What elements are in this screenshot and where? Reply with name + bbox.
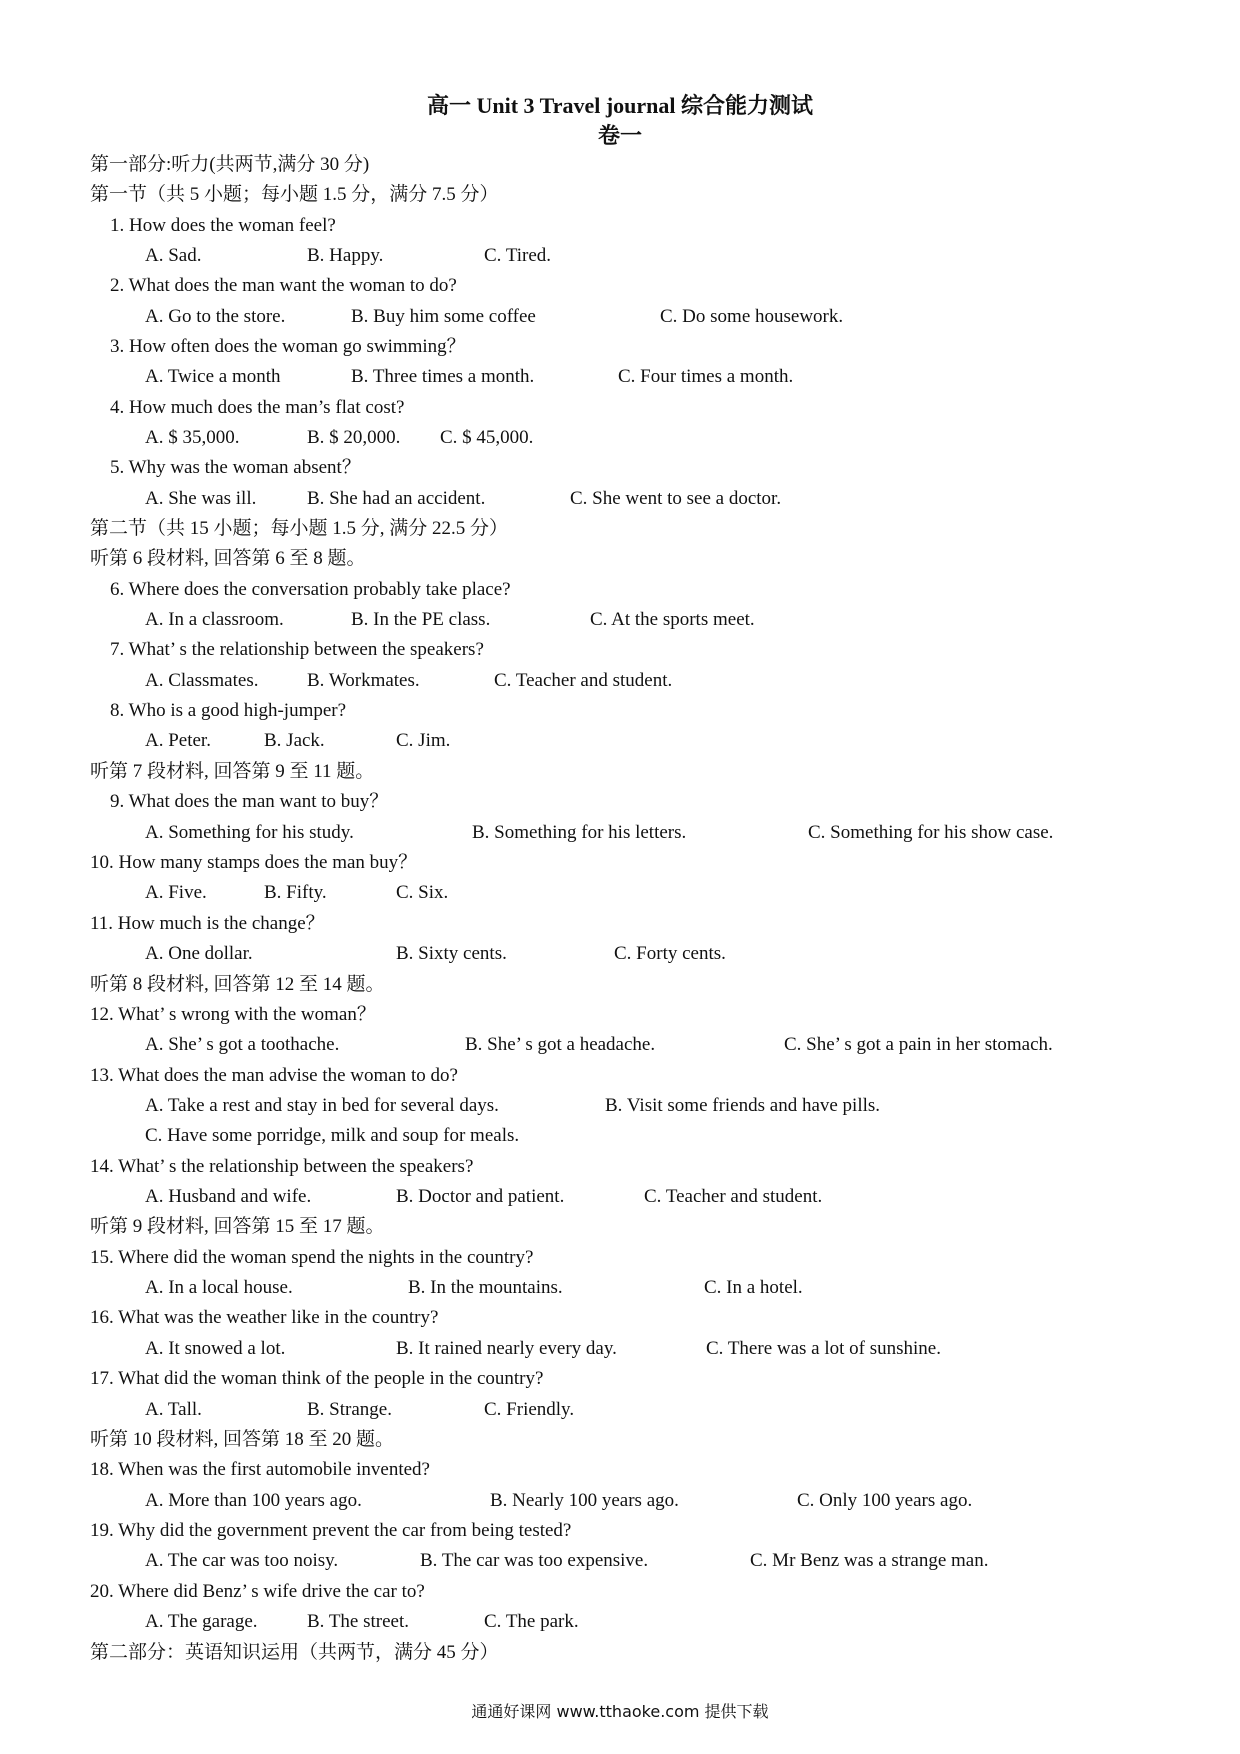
option-16a: A. It snowed a lot. [145,1338,286,1359]
question-15: 15. Where did the woman spend the nights in the country? [90,1247,534,1268]
question-20: 20. Where did Benz’ s wife drive the car to? [90,1581,425,1602]
option-9c: C. Something for his show case. [808,822,1054,843]
option-7b: B. Workmates. [307,670,420,691]
option-20a: A. The garage. [145,1611,258,1632]
question-17: 17. What did the woman think of the people in the country? [90,1368,544,1389]
option-10b: B. Fifty. [264,882,327,903]
question-16: 16. What was the weather like in the country? [90,1307,439,1328]
question-5: 5. Why was the woman absent？ [110,457,361,478]
question-3: 3. How often does the woman go swimming？ [110,336,466,357]
option-3c: C. Four times a month. [618,366,794,387]
option-2a: A. Go to the store. [145,306,286,327]
option-16b: B. It rained nearly every day. [396,1338,617,1359]
option-8a: A. Peter. [145,730,211,751]
question-14: 14. What’ s the relationship between the speakers? [90,1156,474,1177]
option-12c: C. She’ s got a pain in her stomach. [784,1034,1053,1055]
option-18a: A. More than 100 years ago. [145,1490,362,1511]
option-13a: A. Take a rest and stay in bed for several days. [145,1095,499,1116]
question-4: 4. How much does the man’s flat cost? [110,397,405,418]
material-7-heading: 听第 7 段材料, 回答第 9 至 11 题。 [90,761,375,782]
option-7c: C. Teacher and student. [494,670,673,691]
question-6: 6. Where does the conversation probably take place? [110,579,511,600]
option-16c: C. There was a lot of sunshine. [706,1338,941,1359]
option-10a: A. Five. [145,882,207,903]
option-1c: C. Tired. [484,245,552,266]
option-5b: B. She had an accident. [307,488,486,509]
option-1a: A. Sad. [145,245,202,266]
option-19c: C. Mr Benz was a strange man. [750,1550,989,1571]
option-6c: C. At the sports meet. [590,609,755,630]
option-2c: C. Do some housework. [660,306,844,327]
option-2b: B. Buy him some coffee [351,306,536,327]
option-18b: B. Nearly 100 years ago. [490,1490,679,1511]
option-6a: A. In a classroom. [145,609,284,630]
option-12a: A. She’ s got a toothache. [145,1034,340,1055]
page-footer: 通通好课网 www.tthaoke.com 提供下载 [471,1702,769,1721]
option-17b: B. Strange. [307,1399,392,1420]
option-3b: B. Three times a month. [351,366,535,387]
material-6-heading: 听第 6 段材料, 回答第 6 至 8 题。 [90,548,366,569]
question-1: 1. How does the woman feel? [110,215,336,236]
option-8b: B. Jack. [264,730,325,751]
option-9b: B. Something for his letters. [472,822,687,843]
option-4c: C. $ 45,000. [440,427,534,448]
question-9: 9. What does the man want to buy？ [110,791,389,812]
option-14c: C. Teacher and student. [644,1186,823,1207]
option-13b: B. Visit some friends and have pills. [605,1095,881,1116]
question-13: 13. What does the man advise the woman to do? [90,1065,458,1086]
option-7a: A. Classmates. [145,670,259,691]
option-15a: A. In a local house. [145,1277,293,1298]
option-15b: B. In the mountains. [408,1277,563,1298]
material-8-heading: 听第 8 段材料, 回答第 12 至 14 题。 [90,974,385,995]
option-10c: C. Six. [396,882,449,903]
material-10-heading: 听第 10 段材料, 回答第 18 至 20 题。 [90,1429,395,1450]
part1-heading: 第一部分:听力(共两节,满分 30 分) [90,154,370,175]
option-5a: A. She was ill. [145,488,257,509]
question-2: 2. What does the man want the woman to do? [110,275,457,296]
option-4a: A. $ 35,000. [145,427,240,448]
option-14b: B. Doctor and patient. [396,1186,565,1207]
option-14a: A. Husband and wife. [145,1186,312,1207]
option-4b: B. $ 20,000. [307,427,401,448]
option-15c: C. In a hotel. [704,1277,803,1298]
option-18c: C. Only 100 years ago. [797,1490,973,1511]
section2-heading: 第二节（共 15 小题；每小题 1.5 分, 满分 22.5 分） [90,518,509,539]
question-12: 12. What’ s wrong with the woman？ [90,1004,376,1025]
option-11b: B. Sixty cents. [396,943,507,964]
option-8c: C. Jim. [396,730,451,751]
question-18: 18. When was the first automobile invented? [90,1459,430,1480]
section1-heading: 第一节（共 5 小题；每小题 1.5 分，满分 7.5 分） [90,184,499,205]
option-11a: A. One dollar. [145,943,253,964]
option-20b: B. The street. [307,1611,410,1632]
option-12b: B. She’ s got a headache. [465,1034,656,1055]
option-9a: A. Something for his study. [145,822,354,843]
option-17c: C. Friendly. [484,1399,575,1420]
question-11: 11. How much is the change？ [90,913,325,934]
part2-heading: 第二部分：英语知识运用（共两节，满分 45 分） [90,1642,499,1663]
page-title: 高一 Unit 3 Travel journal 综合能力测试 [426,93,814,118]
question-10: 10. How many stamps does the man buy？ [90,852,418,873]
option-19b: B. The car was too expensive. [420,1550,649,1571]
option-13c: C. Have some porridge, milk and soup for meals. [145,1125,520,1146]
question-8: 8. Who is a good high-jumper? [110,700,347,721]
question-19: 19. Why did the government prevent the car from being tested? [90,1520,572,1541]
question-7: 7. What’ s the relationship between the speakers? [110,639,484,660]
option-6b: B. In the PE class. [351,609,491,630]
option-19a: A. The car was too noisy. [145,1550,339,1571]
option-5c: C. She went to see a doctor. [570,488,782,509]
option-20c: C. The park. [484,1611,579,1632]
option-17a: A. Tall. [145,1399,202,1420]
page-subtitle: 卷一 [597,123,642,148]
option-3a: A. Twice a month [145,366,281,387]
option-11c: C. Forty cents. [614,943,726,964]
option-1b: B. Happy. [307,245,384,266]
material-9-heading: 听第 9 段材料, 回答第 15 至 17 题。 [90,1216,385,1237]
